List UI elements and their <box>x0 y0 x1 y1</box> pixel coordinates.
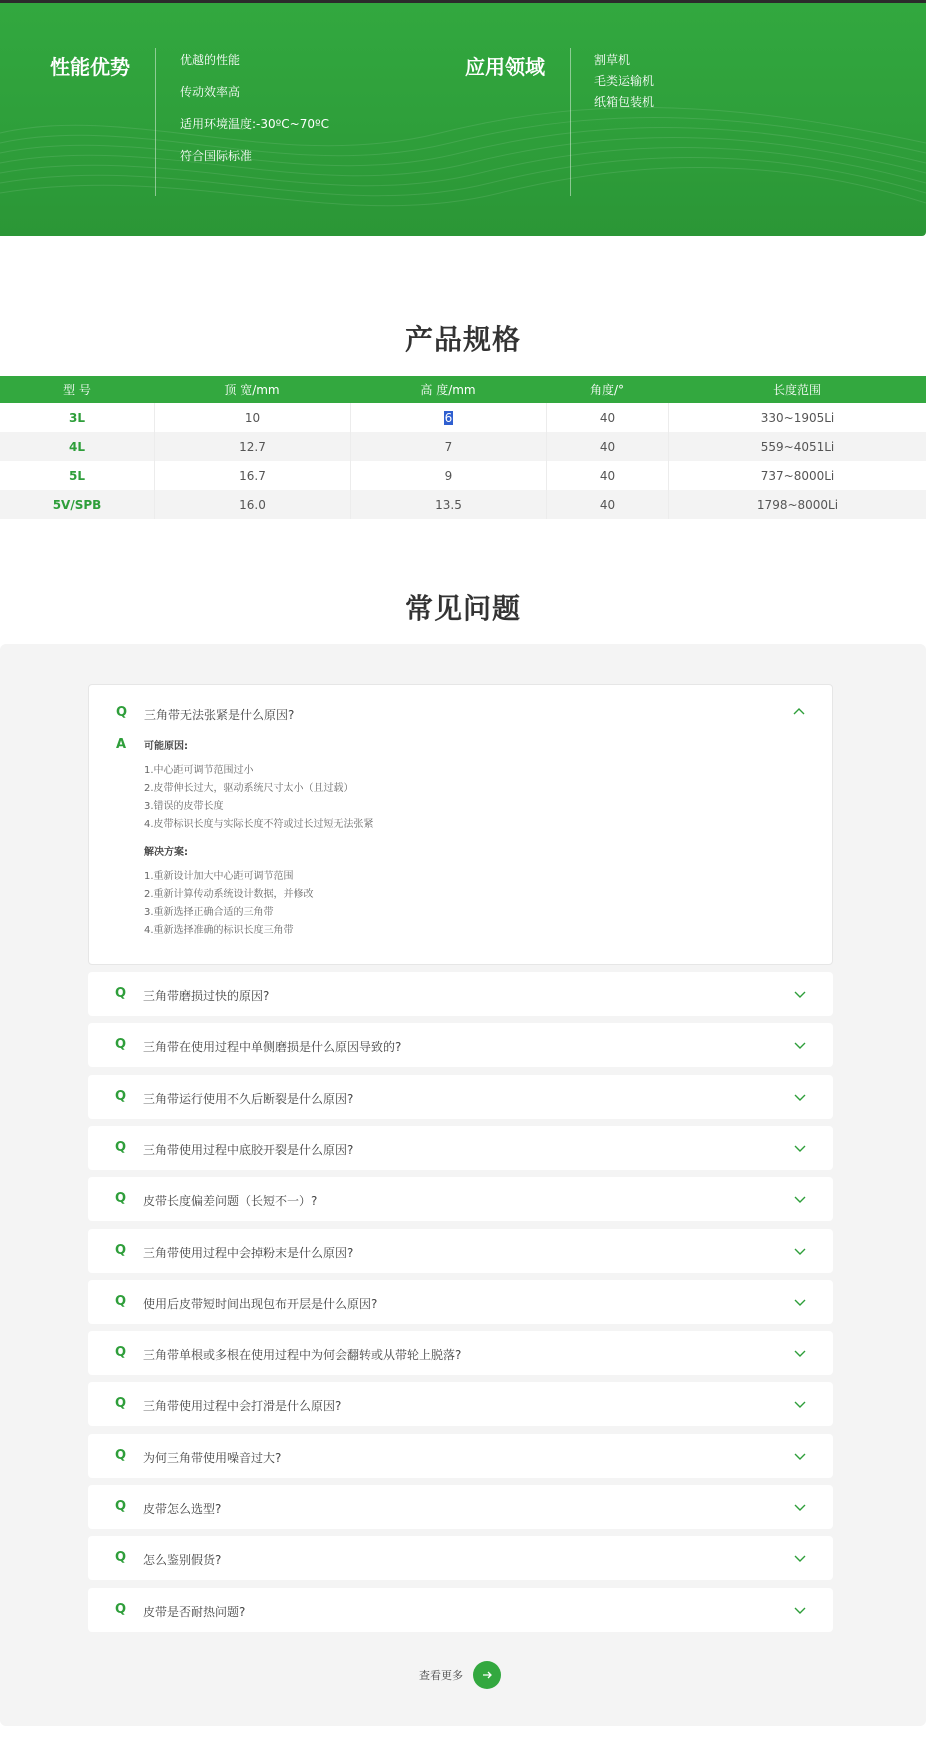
a-marker: A <box>116 737 127 752</box>
q-marker: Q <box>115 1499 127 1514</box>
faq-section-title: 常见问题 <box>404 592 521 625</box>
application-title: 应用领域 <box>465 55 545 79</box>
chevron-down-icon <box>793 1295 807 1309</box>
q-marker: Q <box>115 1294 127 1309</box>
banner-wave-pattern <box>0 3 926 236</box>
table-cell-model: 3L <box>69 410 85 425</box>
faq-question: 皮带怎么选型? <box>143 1502 222 1516</box>
faq-item[interactable] <box>88 1434 833 1478</box>
faq-item[interactable] <box>88 1177 833 1221</box>
faq-item[interactable] <box>88 1485 833 1529</box>
application-item: 纸箱包装机 <box>594 95 655 109</box>
table-cell: 559~4051Li <box>668 432 926 461</box>
answer-line: 1.中心距可调节范围过小 <box>144 765 254 776</box>
q-marker: Q <box>115 1396 127 1411</box>
faq-question: 皮带长度偏差问题（长短不一）? <box>143 1194 318 1208</box>
chevron-down-icon <box>793 1449 807 1463</box>
performance-item: 适用环境温度:-30ºC~70ºC <box>180 117 330 131</box>
faq-question: 三角带使用过程中会打滑是什么原因? <box>143 1399 342 1413</box>
faq-item[interactable] <box>88 1023 833 1067</box>
application-item: 毛类运输机 <box>594 74 655 88</box>
faq-question: 三角带运行使用不久后断裂是什么原因? <box>143 1092 354 1106</box>
chevron-down-icon <box>793 1090 807 1104</box>
q-marker: Q <box>115 1448 127 1463</box>
table-cell: 40 <box>546 403 668 432</box>
answer-line: 4.重新选择准确的标识长度三角带 <box>144 925 294 936</box>
column-header: 型 号 <box>63 383 91 397</box>
faq-question: 三角带在使用过程中单侧磨损是什么原因导致的? <box>143 1040 402 1054</box>
spec-table <box>0 376 926 519</box>
faq-question: 三角带使用过程中会掉粉末是什么原因? <box>143 1246 354 1260</box>
faq-item[interactable] <box>88 1588 833 1632</box>
faq-question: 怎么鉴别假货? <box>143 1553 222 1567</box>
table-header <box>0 376 926 403</box>
column-header: 顶 宽/mm <box>224 383 280 397</box>
faq-item[interactable] <box>88 1229 833 1273</box>
answer-line: 1.重新设计加大中心距可调节范围 <box>144 871 294 882</box>
performance-item: 传动效率高 <box>180 85 241 99</box>
performance-title: 性能优势 <box>50 55 130 79</box>
faq-question: 皮带是否耐热问题? <box>143 1605 246 1619</box>
answer-line: 2.皮带伸长过大，驱动系统尺寸太小（且过载） <box>144 783 354 794</box>
table-cell <box>350 403 546 432</box>
faq-question: 为何三角带使用噪音过大? <box>143 1451 282 1465</box>
faq-question: 使用后皮带短时间出现包布开层是什么原因? <box>143 1297 378 1311</box>
table-row <box>0 490 926 519</box>
chevron-down-icon <box>793 987 807 1001</box>
faq-item[interactable] <box>88 1280 833 1324</box>
table-cell: 1798~8000Li <box>668 490 926 519</box>
faq-item[interactable] <box>88 1536 833 1580</box>
table-cell: 40 <box>546 490 668 519</box>
answer-solution-title: 解决方案: <box>144 847 188 858</box>
column-header: 角度/° <box>589 383 625 397</box>
table-cell: 330~1905Li <box>668 403 926 432</box>
chevron-down-icon <box>793 1603 807 1617</box>
chevron-down-icon <box>793 1500 807 1514</box>
faq-question: 三角带使用过程中底胶开裂是什么原因? <box>143 1143 354 1157</box>
view-more-button[interactable] <box>419 1661 501 1689</box>
performance-item: 优越的性能 <box>180 53 241 67</box>
table-cell: 12.7 <box>154 432 350 461</box>
chevron-up-icon <box>792 705 806 719</box>
q-marker: Q <box>115 986 127 1001</box>
faq-item-expanded <box>88 684 833 965</box>
chevron-down-icon <box>793 1397 807 1411</box>
table-cell-model: 5L <box>69 468 85 483</box>
performance-item: 符合国际标准 <box>180 149 253 163</box>
table-row <box>0 432 926 461</box>
feature-banner <box>0 3 926 236</box>
chevron-down-icon <box>793 1551 807 1565</box>
arrow-right-icon <box>473 1661 501 1689</box>
table-cell: 16.7 <box>154 461 350 490</box>
table-row <box>0 461 926 490</box>
q-marker: Q <box>116 705 128 720</box>
chevron-down-icon <box>793 1038 807 1052</box>
column-header: 长度范围 <box>772 383 821 397</box>
table-cell: 16.0 <box>154 490 350 519</box>
table-cell: 7 <box>350 432 546 461</box>
chevron-down-icon <box>793 1244 807 1258</box>
performance-list <box>180 51 329 179</box>
faq-item[interactable] <box>88 1382 833 1426</box>
faq-question: 三角带单根或多根在使用过程中为何会翻转或从带轮上脱落? <box>143 1348 462 1362</box>
q-marker: Q <box>115 1140 127 1155</box>
table-cell-model: 4L <box>69 439 85 454</box>
faq-question: 三角带磨损过快的原因? <box>143 989 270 1003</box>
table-cell: 40 <box>546 461 668 490</box>
column-header: 高 度/mm <box>420 383 476 397</box>
q-marker: Q <box>115 1602 127 1617</box>
q-marker: Q <box>115 1550 127 1565</box>
table-cell: 9 <box>350 461 546 490</box>
chevron-down-icon <box>793 1141 807 1155</box>
answer-line: 2.重新计算传动系统设计数据，并修改 <box>144 889 314 900</box>
faq-item[interactable] <box>88 972 833 1016</box>
table-row <box>0 403 926 432</box>
q-marker: Q <box>115 1037 127 1052</box>
q-marker: Q <box>115 1191 127 1206</box>
chevron-down-icon <box>793 1346 807 1360</box>
application-list <box>594 51 654 114</box>
table-cell: 10 <box>154 403 350 432</box>
spec-section-title: 产品规格 <box>404 323 521 356</box>
divider <box>570 48 571 196</box>
q-marker: Q <box>115 1243 127 1258</box>
divider <box>155 48 156 196</box>
view-more-label: 查看更多 <box>419 1669 463 1682</box>
application-item: 割草机 <box>594 53 631 67</box>
answer-line: 3.重新选择正确合适的三角带 <box>144 907 274 918</box>
faq-item[interactable] <box>88 1075 833 1119</box>
table-cell: 40 <box>546 432 668 461</box>
chevron-down-icon <box>793 1192 807 1206</box>
q-marker: Q <box>115 1345 127 1360</box>
faq-item[interactable] <box>88 1331 833 1375</box>
table-cell-model: 5V/SPB <box>52 497 102 512</box>
answer-line: 3.错误的皮带长度 <box>144 801 224 812</box>
table-cell: 737~8000Li <box>668 461 926 490</box>
q-marker: Q <box>115 1089 127 1104</box>
faq-question-row[interactable] <box>89 685 832 729</box>
faq-answer <box>144 738 374 940</box>
answer-cause-title: 可能原因: <box>144 741 188 752</box>
selected-text[interactable]: 6 <box>444 410 453 425</box>
answer-line: 4.皮带标识长度与实际长度不符或过长过短无法张紧 <box>144 819 374 830</box>
table-cell: 13.5 <box>350 490 546 519</box>
faq-question: 三角带无法张紧是什么原因? <box>144 708 295 722</box>
faq-item[interactable] <box>88 1126 833 1170</box>
